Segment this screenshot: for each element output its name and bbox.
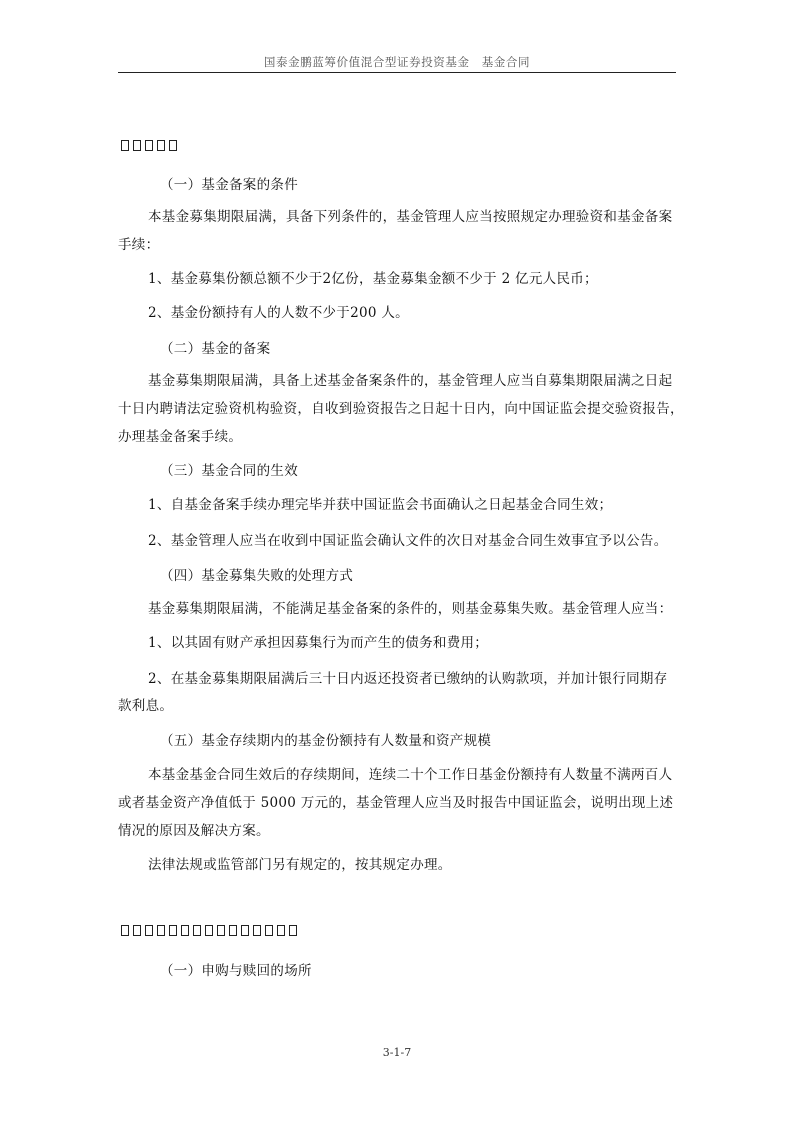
paragraph: 基金募集期限届满，不能满足基金备案的条件的，则基金募集失败。基金管理人应当： bbox=[148, 601, 673, 617]
item-title: （一）基金备案的条件 bbox=[160, 177, 298, 193]
list-item: 1、以其固有财产承担因募集行为而产生的债务和费用； bbox=[148, 635, 489, 651]
item-title: （三）基金合同的生效 bbox=[160, 463, 298, 479]
placeholder-glyph-box bbox=[133, 140, 141, 151]
placeholder-glyph-box bbox=[181, 925, 189, 936]
paragraph: 情况的原因及解决方案。 bbox=[118, 823, 270, 839]
item-title: （二）基金的备案 bbox=[160, 341, 271, 357]
paragraph: 或者基金资产净值低于 5000 万元的，基金管理人应当及时报告中国证监会，说明出现上述 bbox=[118, 795, 674, 811]
placeholder-glyph-box bbox=[289, 925, 297, 936]
placeholder-glyph-box bbox=[121, 925, 129, 936]
paragraph: 本基金募集期限届满，具备下列条件的，基金管理人应当按照规定办理验资和基金备案 bbox=[148, 209, 673, 225]
placeholder-glyph-box bbox=[265, 925, 273, 936]
placeholder-glyph-box bbox=[145, 925, 153, 936]
placeholder-glyph-box bbox=[217, 925, 225, 936]
paragraph: 十日内聘请法定验资机构验资，自收到验资报告之日起十日内，向中国证监会提交验资报告， bbox=[118, 401, 684, 417]
list-item: 1、自基金备案手续办理完毕并获中国证监会书面确认之日起基金合同生效； bbox=[148, 497, 613, 513]
placeholder-glyph-box bbox=[169, 925, 177, 936]
placeholder-glyph-box bbox=[133, 925, 141, 936]
list-item: 款利息。 bbox=[118, 698, 174, 714]
item-title: （四）基金募集失败的处理方式 bbox=[160, 568, 354, 584]
paragraph: 本基金基金合同生效后的存续期间，连续二十个工作日基金份额持有人数量不满两百人 bbox=[148, 767, 673, 783]
placeholder-glyph-box bbox=[157, 925, 165, 936]
paragraph: 办理基金备案手续。 bbox=[118, 429, 243, 445]
list-item: 2、基金份额持有人的人数不少于200 人。 bbox=[148, 305, 409, 321]
page-header: 国泰金鹏蓝筹价值混合型证券投资基金 基金合同 bbox=[263, 55, 531, 69]
placeholder-glyph-box bbox=[277, 925, 285, 936]
placeholder-glyph-box bbox=[121, 140, 129, 151]
item-title: （一）申购与赎回的场所 bbox=[160, 963, 312, 979]
list-item: 2、在基金募集期限届满后三十日内返还投资者已缴纳的认购款项，并加计银行同期存 bbox=[148, 671, 668, 687]
placeholder-glyph-box bbox=[229, 925, 237, 936]
list-item: 1、基金募集份额总额不少于2亿份，基金募集金额不少于 2 亿元人民币； bbox=[148, 271, 598, 287]
paragraph: 基金募集期限届满，具备上述基金备案条件的，基金管理人应当自募集期限届满之日起 bbox=[148, 373, 673, 389]
list-item: 2、基金管理人应当在收到中国证监会确认文件的次日对基金合同生效事宜予以公告。 bbox=[148, 533, 668, 549]
placeholder-glyph-box bbox=[169, 140, 177, 151]
section-heading-boxes bbox=[121, 140, 177, 151]
placeholder-glyph-box bbox=[145, 140, 153, 151]
placeholder-glyph-box bbox=[241, 925, 249, 936]
paragraph: 手续： bbox=[118, 237, 160, 253]
page-number: 3-1-7 bbox=[382, 1046, 412, 1059]
section-heading-boxes bbox=[121, 925, 297, 936]
placeholder-glyph-box bbox=[193, 925, 201, 936]
paragraph: 法律法规或监管部门另有规定的，按其规定办理。 bbox=[148, 857, 452, 873]
item-title: （五）基金存续期内的基金份额持有人数量和资产规模 bbox=[160, 733, 492, 749]
placeholder-glyph-box bbox=[157, 140, 165, 151]
placeholder-glyph-box bbox=[253, 925, 261, 936]
header-rule bbox=[118, 72, 676, 73]
placeholder-glyph-box bbox=[205, 925, 213, 936]
